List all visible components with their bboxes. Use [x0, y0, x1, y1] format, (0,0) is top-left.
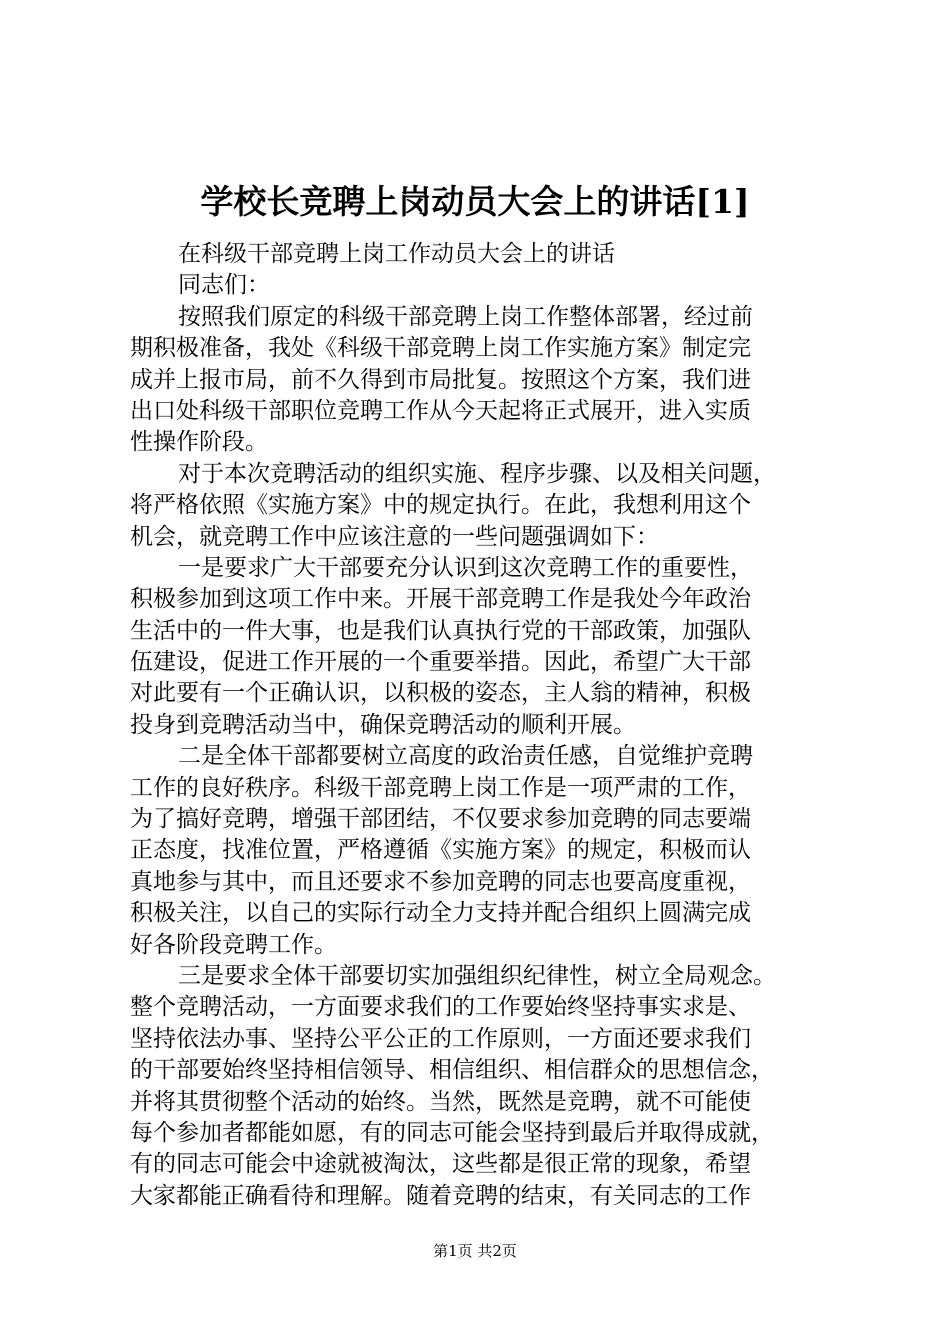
text-line: 二是全体干部都要树立高度的政治责任感，自觉维护竞聘: [178, 743, 753, 770]
text-line: 整个竞聘活动，一方面要求我们的工作要始终坚持事实求是、: [130, 994, 751, 1021]
text-line: 生活中的一件大事，也是我们认真执行党的干部政策，加强队: [130, 617, 751, 644]
text-line: 在科级干部竞聘上岗工作动员大会上的讲话: [178, 241, 615, 267]
text-line: 真地参与其中，而且还要求不参加竞聘的同志也要高度重视，: [130, 868, 751, 895]
text-line: 工作的良好秩序。科级干部竞聘上岗工作是一项严肃的工作，: [130, 774, 751, 801]
text-line: 将严格依照《实施方案》中的规定执行。在此，我想利用这个: [130, 492, 751, 519]
text-line: 性操作阶段。: [130, 429, 268, 456]
text-line: 对此要有一个正确认识，以积极的姿态，主人翁的精神，积极: [130, 680, 751, 707]
document-body: [130, 239, 850, 1212]
text-line: 好各阶段竞聘工作。: [130, 931, 337, 958]
text-line: 每个参加者都能如愿，有的同志可能会坚持到最后并取得成就，: [130, 1119, 774, 1146]
text-line: 正态度，找准位置，严格遵循《实施方案》的规定，积极而认: [130, 837, 751, 864]
page-footer: 第1页 共2页: [433, 1242, 517, 1260]
text-line: 出口处科级干部职位竞聘工作从今天起将正式展开，进入实质: [130, 397, 751, 424]
text-line: 三是要求全体干部要切实加强组织纪律性，树立全局观念。: [178, 962, 776, 989]
text-line: 并将其贯彻整个活动的始终。当然，既然是竞聘，就不可能使: [130, 1088, 751, 1115]
text-line: 投身到竞聘活动当中，确保竞聘活动的顺利开展。: [130, 711, 636, 738]
text-line: 一是要求广大干部要充分认识到这次竞聘工作的重要性，: [178, 554, 753, 581]
text-line: 积极关注，以自己的实际行动全力支持并配合组织上圆满完成: [130, 900, 751, 927]
text-line: 大家都能正确看待和理解。随着竞聘的结束，有关同志的工作: [130, 1182, 751, 1209]
text-line: 有的同志可能会中途就被淘汰，这些都是很正常的现象，希望: [130, 1151, 751, 1178]
text-line: 同志们：: [178, 272, 270, 299]
text-line: 伍建设，促进工作开展的一个重要举措。因此，希望广大干部: [130, 649, 751, 676]
document-title: 学校长竞聘上岗动员大会上的讲话[1]: [200, 182, 750, 221]
text-line: 机会，就竞聘工作中应该注意的一些问题强调如下：: [130, 523, 659, 550]
text-line: 积极参加到这项工作中来。开展干部竞聘工作是我处今年政治: [130, 586, 751, 613]
text-line: 按照我们原定的科级干部竞聘上岗工作整体部署，经过前: [178, 303, 753, 330]
text-line: 的干部要始终坚持相信领导、相信组织、相信群众的思想信念，: [130, 1057, 774, 1084]
text-line: 期积极准备，我处《科级干部竞聘上岗工作实施方案》制定完: [130, 335, 751, 362]
text-line: 坚持依法办事、坚持公平公正的工作原则，一方面还要求我们: [130, 1025, 751, 1052]
text-line: 成并上报市局，前不久得到市局批复。按照这个方案，我们进: [130, 366, 751, 393]
text-line: 对于本次竞聘活动的组织实施、程序步骤、以及相关问题，: [178, 460, 776, 487]
text-line: 为了搞好竞聘，增强干部团结，不仅要求参加竞聘的同志要端: [130, 806, 751, 833]
